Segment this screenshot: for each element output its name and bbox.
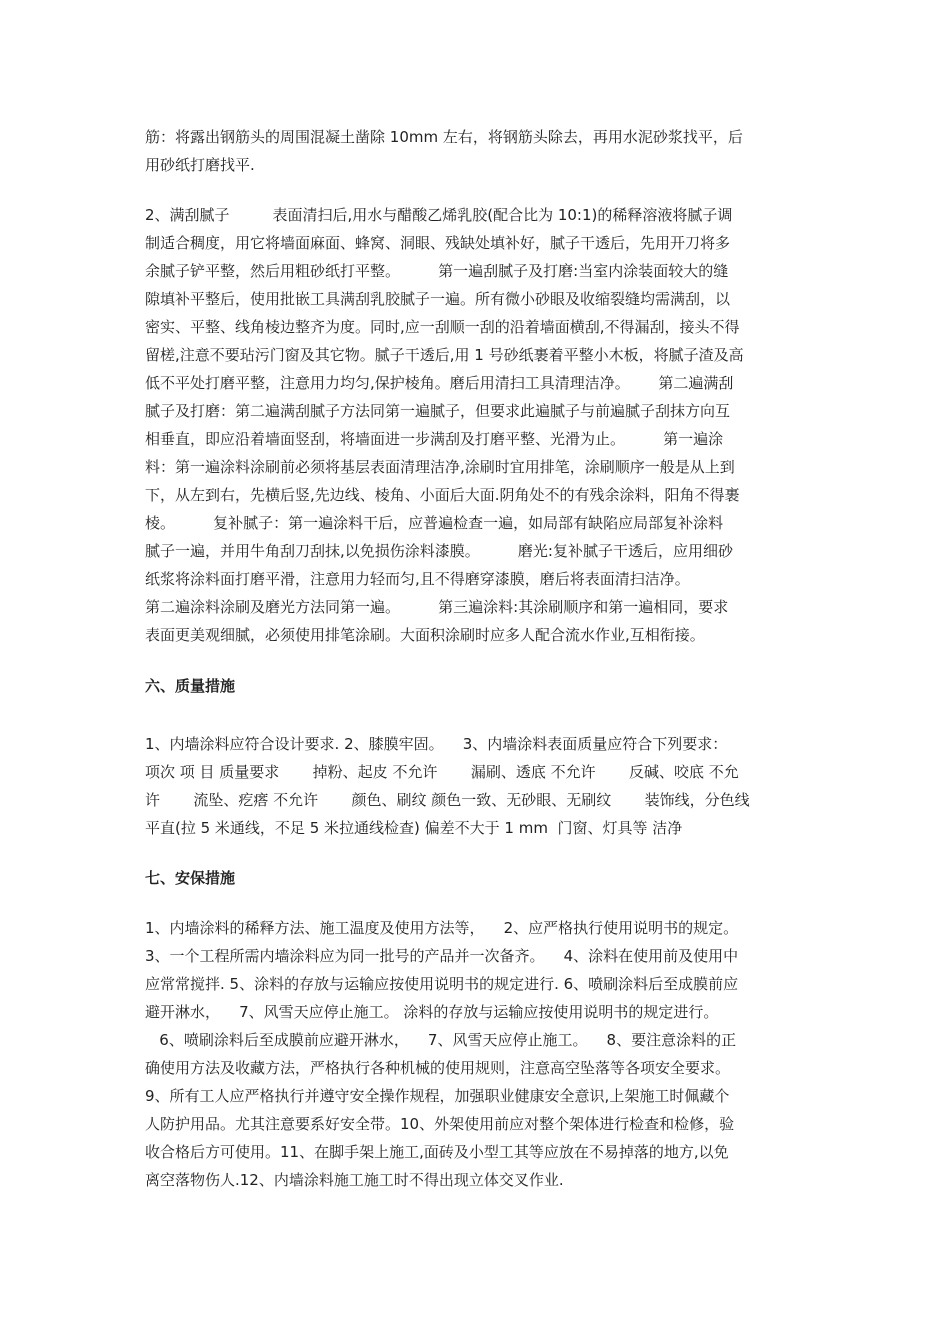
text-line: 筋：将露出钢筋头的周围混凝土凿除 10mm 左右，将钢筋头除去，再用水泥砂浆找平，后 (145, 128, 743, 146)
text-line: 人防护用品。尤其注意要系好安全带。10、外架使用前应对整个架体进行检查和检修，验 (145, 1115, 735, 1133)
text-line: 确使用方法及收藏方法，严格执行各种机械的使用规则，注意高空坠落等各项安全要求。 (145, 1059, 731, 1077)
text-line: 纸浆将涂料面打磨平滑，注意用力轻而匀,且不得磨穿漆膜，磨后将表面清扫洁净。 (145, 570, 690, 588)
text-line: 1、内墙涂料应符合设计要求. 2、膝膜牢固。 3、内墙涂料表面质量应符合下列要求： (145, 735, 728, 753)
text-line: 用砂纸打磨找平. (145, 156, 255, 174)
text-line: 避开淋水， 7、风雪天应停止施工。 涂料的存放与运输应按使用说明书的规定进行。 (145, 1003, 719, 1021)
text-line: 第二遍涂料涂刷及磨光方法同第一遍。 第三遍涂料:其涂刷顺序和第一遍相同，要求 (145, 598, 729, 616)
section-heading-safety: 七、安保措施 (145, 869, 236, 887)
text-line: 3、一个工程所需内墙涂料应为同一批号的产品并一次备齐。 4、涂料在使用前及使用中 (145, 947, 739, 965)
text-line: 平直(拉 5 米通线，不足 5 米拉通线检查) 偏差不大于 1 mm 门窗、灯具等 洁净 (145, 819, 683, 837)
text-line: 腻子一遍，并用牛角刮刀刮抹,以免损伤涂料漆膜。 磨光:复补腻子干透后，应用细砂 (145, 542, 733, 560)
text-line: 制适合稠度，用它将墙面麻面、蜂窝、洞眼、残缺处填补好，腻子干透后，先用开刀将多 (145, 234, 731, 252)
text-line: 隙填补平整后，使用批嵌工具满刮乳胶腻子一遍。所有微小砂眼及收缩裂缝均需满刮，以 (145, 290, 731, 308)
text-line: 相垂直，即应沿着墙面竖刮，将墙面进一步满刮及打磨平整、光滑为止。 第一遍涂 (145, 430, 724, 448)
text-line: 6、喷刷涂料后至成膜前应避开淋水， 7、风雪天应停止施工。 8、要注意涂料的正 (145, 1031, 737, 1049)
text-line: 棱。 复补腻子：第一遍涂料干后，应普遍检查一遍，如局部有缺陷应局部复补涂料 (145, 514, 724, 532)
text-line: 项次 项 目 质量要求 掉粉、起皮 不允许 漏刷、透底 不允许 反碱、咬底 不允 (145, 763, 739, 781)
text-line: 余腻子铲平整，然后用粗砂纸打平整。 第一遍刮腻子及打磨:当室内涂装面较大的缝 (145, 262, 729, 280)
text-line: 低不平处打磨平整，注意用力均匀,保护棱角。磨后用清扫工具清理洁净。 第二遍满刮 (145, 374, 734, 392)
text-line: 收合格后方可使用。11、在脚手架上施工,面砖及小型工其等应放在不易掉落的地方,以免 (145, 1143, 729, 1161)
text-line: 许 流坠、疙瘩 不允许 颜色、刷纹 颜色一致、无砂眼、无刷纹 装饰线，分色线 (145, 791, 750, 809)
text-line: 9、所有工人应严格执行并遵守安全操作规程，加强职业健康安全意识,上架施工时佩藏个 (145, 1087, 730, 1105)
text-line: 料：第一遍涂料涂刷前必须将基层表面清理洁净,涂刷时宜用排笔，涂刷顺序一般是从上到 (145, 458, 735, 476)
text-line: 腻子及打磨：第二遍满刮腻子方法同第一遍腻子，但要求此遍腻子与前遍腻子刮抹方向互 (145, 402, 731, 420)
text-line: 留槎,注意不要玷污门窗及其它物。腻子干透后,用 1 号砂纸裹着平整小木板，将腻子渣及高 (145, 346, 744, 364)
text-line: 离空落物伤人.12、内墙涂料施工施工时不得出现立体交叉作业. (145, 1171, 564, 1189)
text-line: 表面更美观细腻，必须使用排笔涂刷。大面积涂刷时应多人配合流水作业,互相衔接。 (145, 626, 705, 644)
section-heading-quality: 六、质量措施 (145, 677, 236, 695)
text-line: 下，从左到右，先横后竖,先边线、棱角、小面后大面.阴角处不的有残余涂料，阳角不得裹 (145, 486, 740, 504)
text-line: 应常常搅拌. 5、涂料的存放与运输应按使用说明书的规定进行. 6、喷刷涂料后至成膜前应 (145, 975, 739, 993)
text-line: 密实、平整、线角棱边整齐为度。同时,应一刮顺一刮的沿着墙面横刮,不得漏刮，接头不得 (145, 318, 740, 336)
text-line: 1、内墙涂料的稀释方法、施工温度及使用方法等， 2、应严格执行使用说明书的规定。 (145, 919, 739, 937)
text-line: 2、满刮腻子 表面清扫后,用水与醋酸乙烯乳胶(配合比为 10:1)的稀释溶液将腻子调 (145, 206, 733, 224)
